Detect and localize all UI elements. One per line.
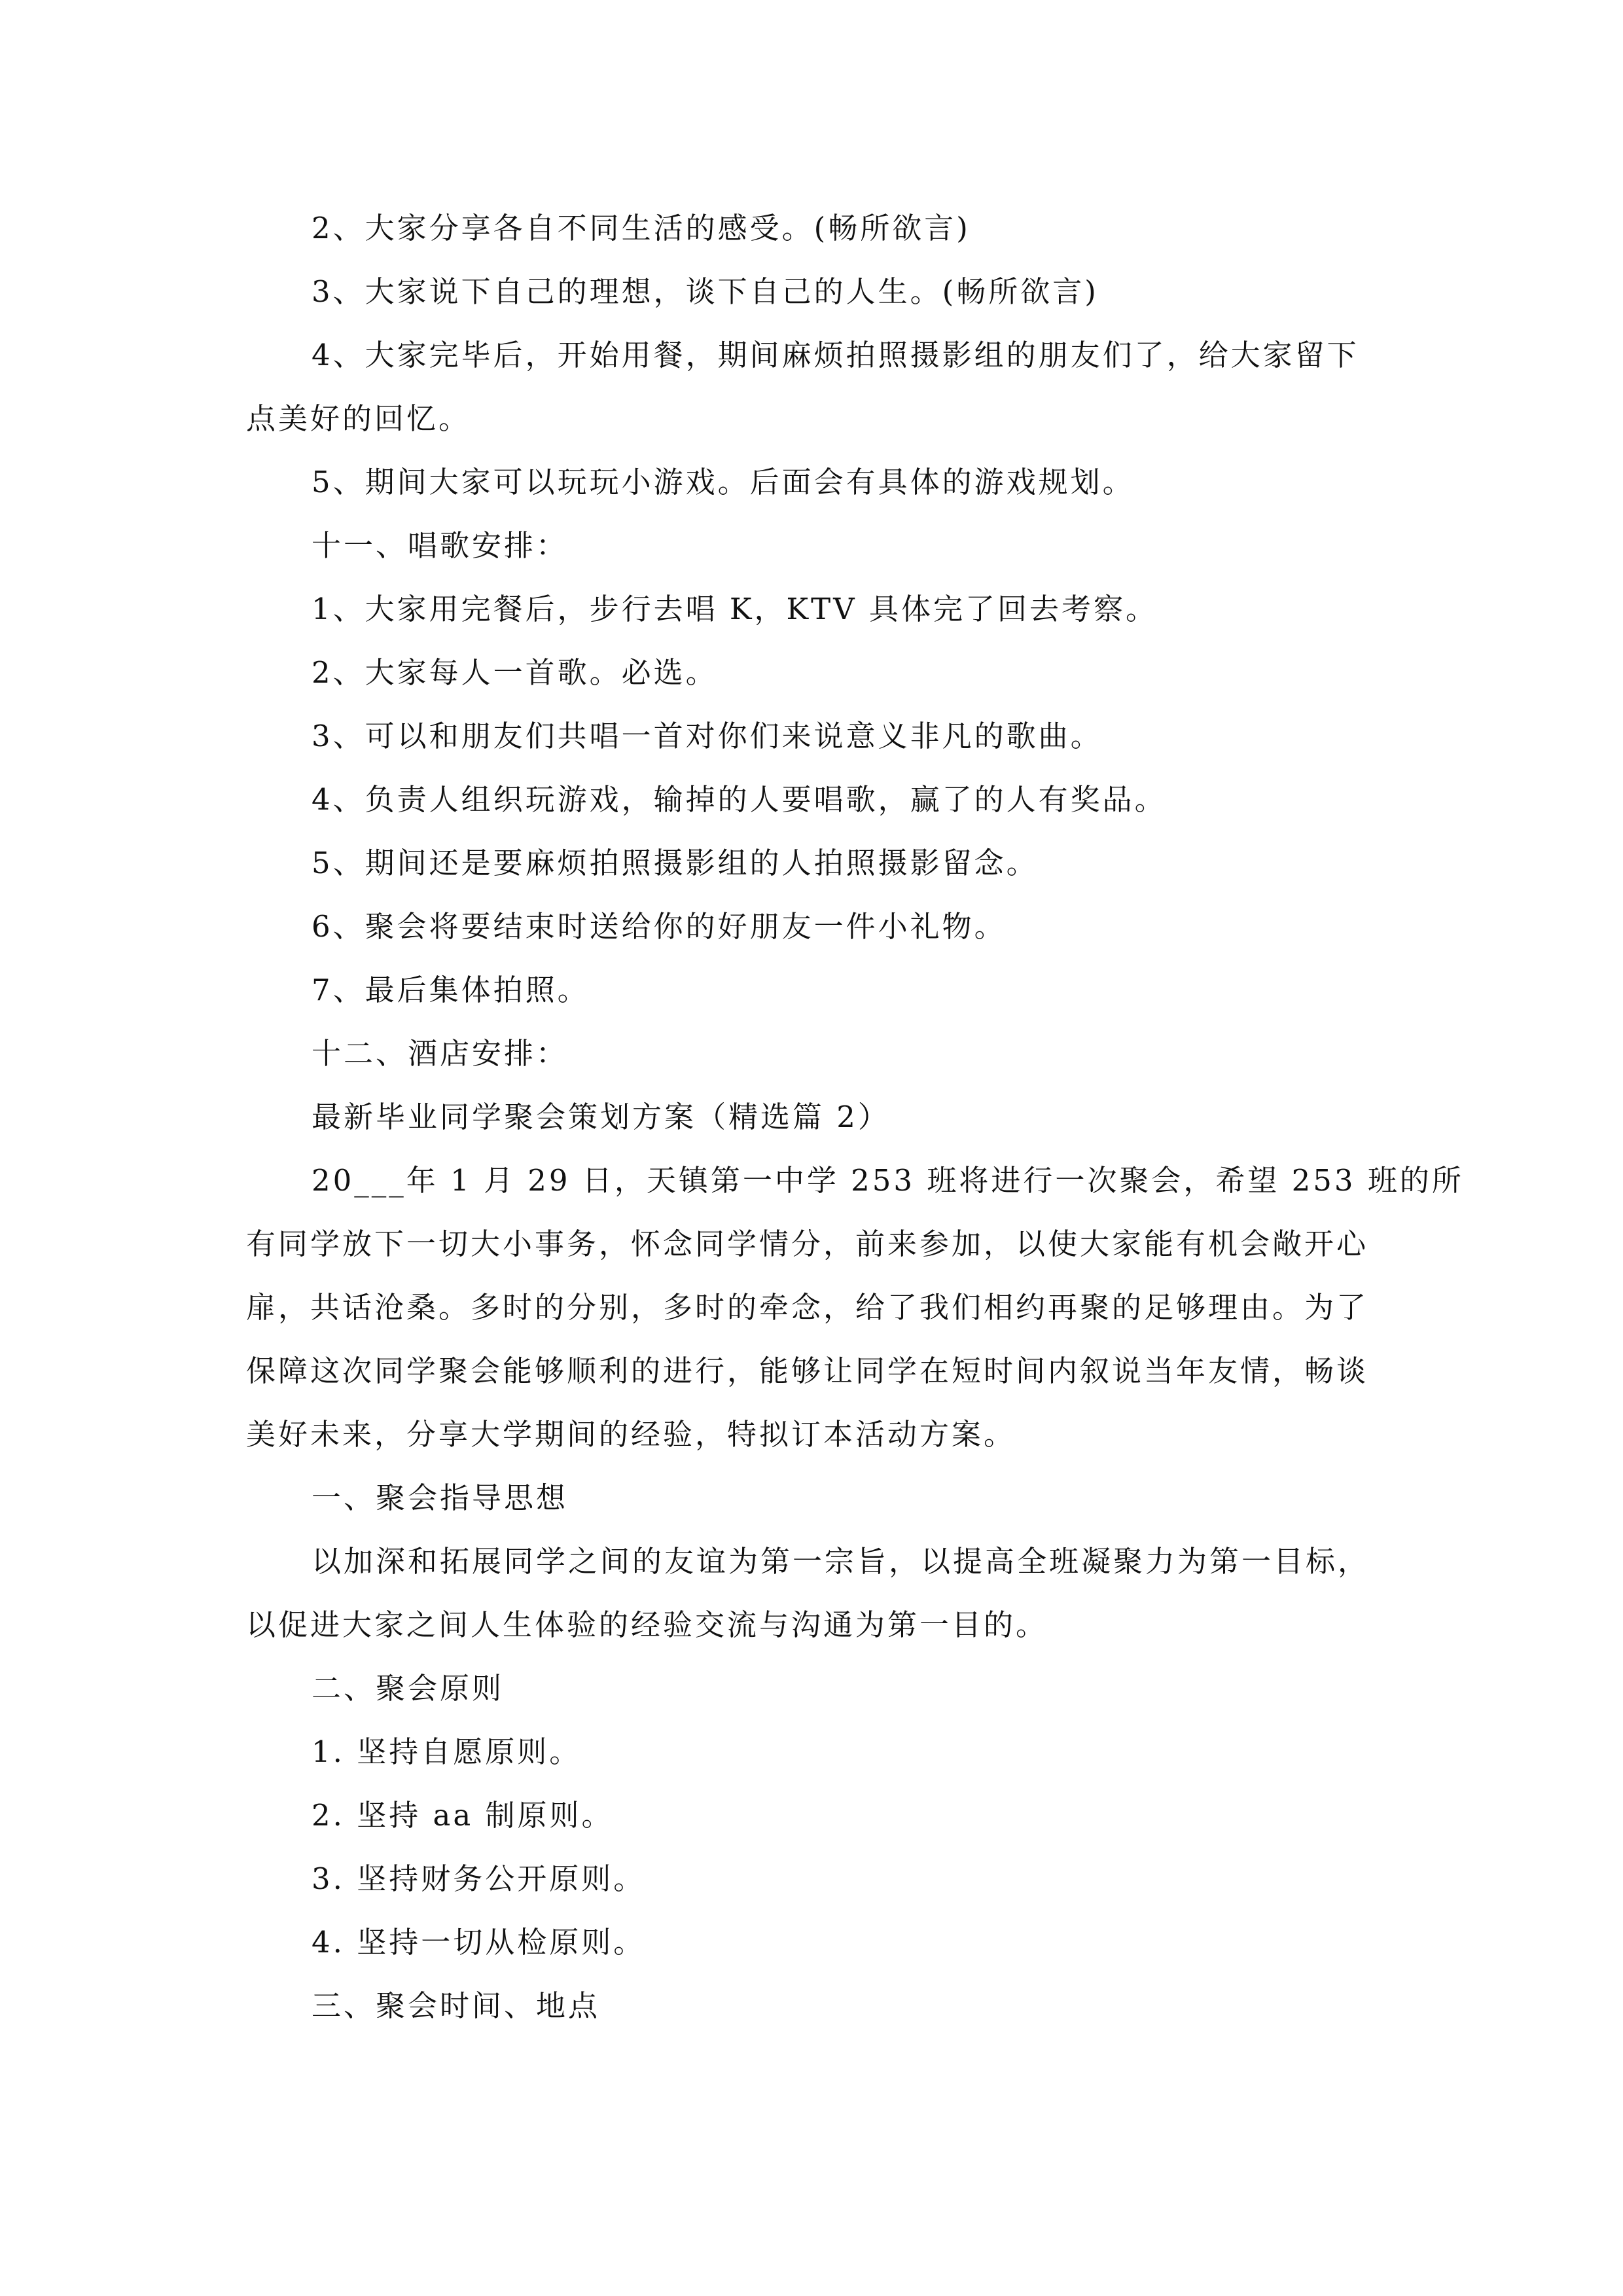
text-line: 1、大家用完餐后，步行去唱 K，KTV 具体完了回去考察。	[312, 592, 1158, 626]
text-line: 有同学放下一切大小事务，怀念同学情分，前来参加，以使大家能有机会敞开心	[246, 1227, 1369, 1261]
text-line: 2. 坚持 aa 制原则。	[312, 1798, 614, 1833]
text-line: 扉，共话沧桑。多时的分别，多时的牵念，给了我们相约再聚的足够理由。为了	[246, 1290, 1369, 1325]
text-line: 3、大家说下自己的理想，谈下自己的人生。(畅所欲言)	[312, 274, 1099, 309]
text-line: 2、大家分享各自不同生活的感受。(畅所欲言)	[312, 211, 971, 245]
text-line: 以加深和拓展同学之间的友谊为第一宗旨，以提高全班凝聚力为第一目标，	[312, 1544, 1370, 1579]
section-heading: 十二、酒店安排：	[312, 1036, 569, 1071]
text-line: 7、最后集体拍照。	[312, 973, 590, 1007]
text-line: 6、聚会将要结束时送给你的好朋友一件小礼物。	[312, 909, 1007, 944]
text-line: 4、负责人组织玩游戏，输掉的人要唱歌，赢了的人有奖品。	[312, 782, 1167, 817]
text-line: 5、期间还是要麻烦拍照摄影组的人拍照摄影留念。	[312, 846, 1039, 880]
text-line: 美好未来，分享大学期间的经验，特拟订本活动方案。	[246, 1417, 1016, 1452]
text-line: 3、可以和朋友们共唱一首对你们来说意义非凡的歌曲。	[312, 719, 1103, 753]
text-line: 4. 坚持一切从检原则。	[312, 1925, 646, 1960]
text-line: 2、大家每人一首歌。必选。	[312, 655, 718, 690]
section-heading: 二、聚会原则	[312, 1671, 505, 1706]
section-heading: 一、聚会指导思想	[312, 1480, 569, 1515]
document-title: 最新毕业同学聚会策划方案（精选篇 2）	[312, 1100, 890, 1134]
text-line: 5、期间大家可以玩玩小游戏。后面会有具体的游戏规划。	[312, 465, 1135, 499]
text-line: 4、大家完毕后，开始用餐，期间麻烦拍照摄影组的朋友们了，给大家留下	[312, 338, 1359, 372]
text-line: 1. 坚持自愿原则。	[312, 1734, 582, 1769]
text-line: 点美好的回忆。	[246, 401, 471, 436]
text-line: 3. 坚持财务公开原则。	[312, 1861, 646, 1896]
section-heading: 三、聚会时间、地点	[312, 1988, 601, 2023]
text-line: 20___年 1 月 29 日，天镇第一中学 253 班将进行一次聚会，希望 253 班的所	[312, 1163, 1464, 1198]
section-heading: 十一、唱歌安排：	[312, 528, 569, 563]
text-line: 保障这次同学聚会能够顺利的进行，能够让同学在短时间内叙说当年友情，畅谈	[246, 1354, 1369, 1388]
text-line: 以促进大家之间人生体验的经验交流与沟通为第一目的。	[246, 1607, 1048, 1642]
